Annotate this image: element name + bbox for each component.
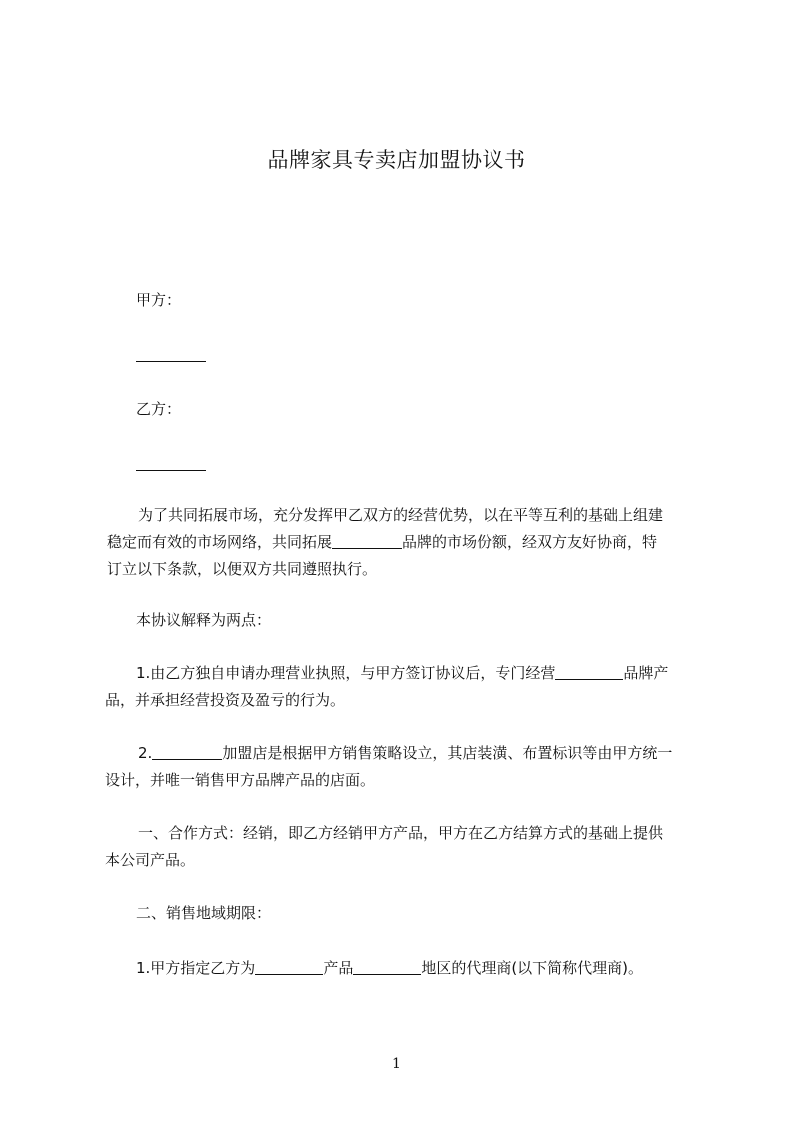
brand-blank-line (332, 532, 402, 549)
intro-line-3: 订立以下条款，以便双方共同遵照执行。 (107, 560, 378, 578)
interpretation-heading: 本协议解释为两点： (136, 611, 272, 629)
party-b-blank (136, 451, 736, 478)
point-2-line-2: 设计，并唯一销售甲方品牌产品的店面。 (105, 771, 376, 789)
intro-line-2b: 品牌的市场份额，经双方友好协商，特 (402, 533, 658, 551)
document-title: 品牌家具专卖店加盟协议书 (267, 148, 526, 172)
party-b-label: 乙方： (136, 400, 182, 418)
product-blank (255, 958, 323, 975)
party-a-label: 甲方： (136, 291, 182, 309)
point-1-line-1 (136, 660, 736, 687)
intro-line-2a: 稳定而有效的市场网络，共同拓展 (107, 533, 333, 551)
page-number: 1 (392, 1056, 401, 1072)
party-a-signature-line (136, 345, 206, 362)
point-2-store-blank (152, 743, 222, 760)
intro-line-2 (107, 529, 707, 556)
section-1-line-2: 本公司产品。 (105, 851, 196, 869)
point-2-line-1a: 2. (138, 744, 153, 762)
point-2-line-1b: 加盟店是根据甲方销售策略设立，其店装潢、布置标识等由甲方统一 (222, 744, 673, 762)
point-1-line-1a: 1.由乙方独自申请办理营业执照，与甲方签订协议后，专门经营 (136, 664, 556, 682)
section-1-line-1: 一、合作方式：经销，即乙方经销甲方产品，甲方在乙方结算方式的基础上提供 (138, 824, 664, 842)
point-1-line-1b: 品牌产 (623, 664, 669, 682)
party-b-signature-line (136, 454, 206, 471)
section-2-item-1a: 1.甲方指定乙方为 (136, 959, 256, 977)
section-2-heading: 二、销售地域期限： (136, 904, 272, 922)
point-2-line-1 (138, 740, 738, 767)
section-2-item-1c: 地区的代理商(以下简称代理商)。 (421, 959, 644, 977)
intro-line-1: 为了共同拓展市场，充分发挥甲乙双方的经营优势，以在平等互利的基础上组建 (138, 506, 664, 524)
section-2-item-1b: 产品 (323, 959, 354, 977)
section-2-item-1 (136, 955, 736, 982)
point-1-brand-blank (555, 663, 623, 680)
region-blank (353, 958, 421, 975)
party-a-blank (136, 342, 736, 369)
point-1-line-2: 品，并承担经营投资及盈亏的行为。 (105, 691, 346, 709)
